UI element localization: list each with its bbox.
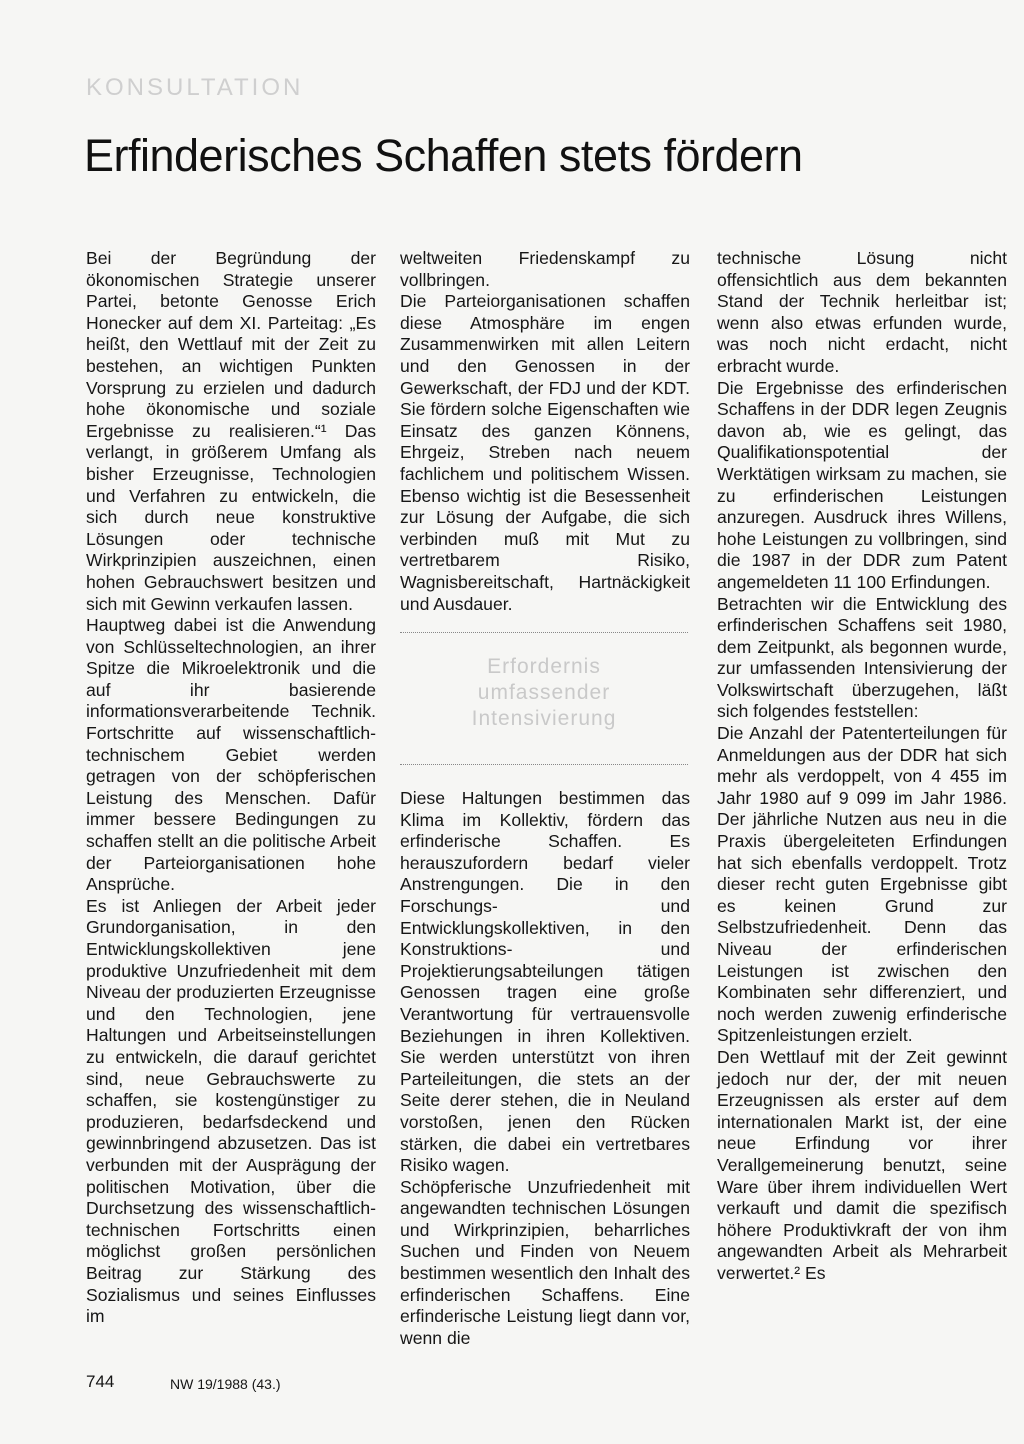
paragraph: technische Lösung nicht offensichtlich aus dem bekannten Stand der Technik herleitbar ist; wenn also etwas erfunden wurde, was noch nicht erdacht, nicht erbracht wurde. (717, 248, 1007, 376)
paragraph: Die Ergebnisse des erfinderischen Schaffens in der DDR legen Zeugnis davon ab, wie es gelingt, das Qualifikationspotential der Werktätigen wirksam zu machen, sie zu erfinderischen Leistungen anzuregen. Ausdruck ihres Willens, hohe Leistungen zu vollbringen, sind die 1987 in der DDR zum Patent angemeldeten 11 100 Erfindungen. (717, 377, 1007, 592)
paragraph: weltweiten Friedenskampf zu vollbringen. (400, 248, 690, 290)
paragraph: Die Parteiorganisationen schaffen diese Atmosphäre im engen Zusammenwirken mit allen Leitern und den Genossen in der Gewerkschaft, der FDJ und der KDT. Sie fördern solche Eigenschaften wie Einsatz des ganzen Könnens, Ehrgeiz, Streben nach neuem fachlichem und politischem Wissen. Ebenso wichtig ist die Besessenheit zur Lösung der Aufgabe, die sich verbinden muß mit Mut zu vertretbarem Risiko, Wagnisbereitschaft, Hartnäckigkeit und Ausdauer. (400, 291, 690, 614)
paragraph: Bei der Begründung der ökonomischen Strategie unserer Partei, betonte Genosse Erich Honecker auf dem XI. Parteitag: „Es heißt, den Wettlauf mit der Zeit zu bestehen, an wichtigen Punkten Vorsprung zu erzielen und dadurch hohe ökonomische und soziale Ergebnisse zu realisieren.“¹ Das verlangt, in größerem Umfang als bisher Erzeugnisse, Technologien und Verfahren zu entwickeln, die sich durch neue konstruktive Lösungen oder technische Wirkprinzipien auszeichnen, einen hohen Gebrauchswert besitzen und sich mit Gewinn verkaufen lassen. (86, 248, 376, 614)
subheading-line: umfassender (477, 681, 611, 704)
column-2-top (400, 248, 690, 615)
column-3 (717, 248, 1007, 1285)
section-kicker: KONSULTATION (86, 74, 304, 101)
subheading (400, 654, 688, 732)
paragraph: Die Anzahl der Patenterteilungen für Anmeldungen aus der DDR hat sich mehr als verdoppelt, von 4 455 im Jahr 1980 auf 9 099 im Jahr 1986. Der jährliche Nutzen aus neu in die Praxis übergeleiteten Erfindungen hat sich ebenfalls verdoppelt. Trotz dieser recht guten Ergebnisse gibt es keinen Grund zur Selbstzufriedenheit. Denn das Niveau der erfinderischen Leistungen ist zwischen den Kombinaten sehr differenziert, und noch werden zuwenig erfinderische Spitzenleistungen erzielt. (717, 723, 1007, 1046)
issue-label: NW 19/1988 (43.) (170, 1376, 281, 1392)
column-1 (86, 248, 376, 1328)
subheading-line: Intensivierung (471, 707, 617, 730)
column-2-bottom (400, 788, 690, 1349)
subheading-line: Erfordernis (487, 655, 601, 678)
paragraph: Es ist Anliegen der Arbeit jeder Grundorganisation, in den Entwicklungskollektiven jene produktive Unzufriedenheit mit dem Niveau der produzierten Erzeugnisse und den Technologien, jene Haltungen und Arbeitseinstellungen zu entwickeln, die darauf gerichtet sind, neue Gebrauchswerte zu schaffen, sie kostengünstiger zu produzieren, bedarfsdeckend und gewinnbringend abzusetzen. Das ist verbunden mit der Ausprägung der politischen Motivation, über die Durchsetzung des wissenschaftlich-technischen Fortschritts einen möglichst großen persönlichen Beitrag zur Stärkung des Sozialismus und seines Einflusses im (86, 895, 376, 1327)
paragraph: Den Wettlauf mit der Zeit gewinnt jedoch nur der, der mit neuen Erzeugnissen als erster auf dem internationalen Markt ist, der eine neue Erfindung vor ihrer Verallgemeinerung benutzt, seine Ware über ihrem individuellen Wert verkauft und damit die spezifisch höhere Produktivkraft der von ihm angewandten Arbeit als Mehrarbeit verwertet.² Es (717, 1046, 1007, 1283)
page-number: 744 (86, 1372, 115, 1391)
article-title: Erfinderisches Schaffen stets fördern (84, 130, 803, 181)
subhead-rule-bottom (400, 764, 688, 765)
paragraph: Betrachten wir die Entwicklung des erfinderischen Schaffens seit 1980, dem Zeitpunkt, als begonnen wurde, zur umfassenden Intensivierung der Volkswirtschaft überzugehen, läßt sich folgendes feststellen: (717, 593, 1007, 722)
subhead-rule-top (400, 632, 688, 633)
paragraph: Hauptweg dabei ist die Anwendung von Schlüsseltechnologien, an ihrer Spitze die Mikroelektronik und die auf ihr basierende informationsverarbeitende Technik. Fortschritte auf wissenschaftlich-technischem Gebiet werden getragen von der schöpferischen Leistung des Menschen. Dafür immer bessere Bedingungen zu schaffen stellt an die politische Arbeit der Parteiorganisationen hohe Ansprüche. (86, 615, 376, 895)
paragraph: Schöpferische Unzufriedenheit mit angewandten technischen Lösungen und Wirkprinzipien, beharrliches Suchen und Finden von Neuem bestimmen wesentlich den Inhalt des erfinderischen Schaffens. Eine erfinderische Leistung liegt dann vor, wenn die (400, 1176, 690, 1348)
paragraph: Diese Haltungen bestimmen das Klima im Kollektiv, fördern das erfinderische Schaffen. Es herauszufordern bedarf vieler Anstrengungen. Die in den Forschungs- und Entwicklungskollektiven, in den Konstruktions- und Projektierungsabteilungen tätigen Genossen tragen eine große Verantwortung für vertrauensvolle Beziehungen in ihren Kollektiven. Sie werden unterstützt von ihren Parteileitungen, die stets an der Seite derer stehen, die in Neuland vorstoßen, jenen den Rücken stärken, die dabei ein vertretbares Risiko wagen. (400, 788, 690, 1176)
